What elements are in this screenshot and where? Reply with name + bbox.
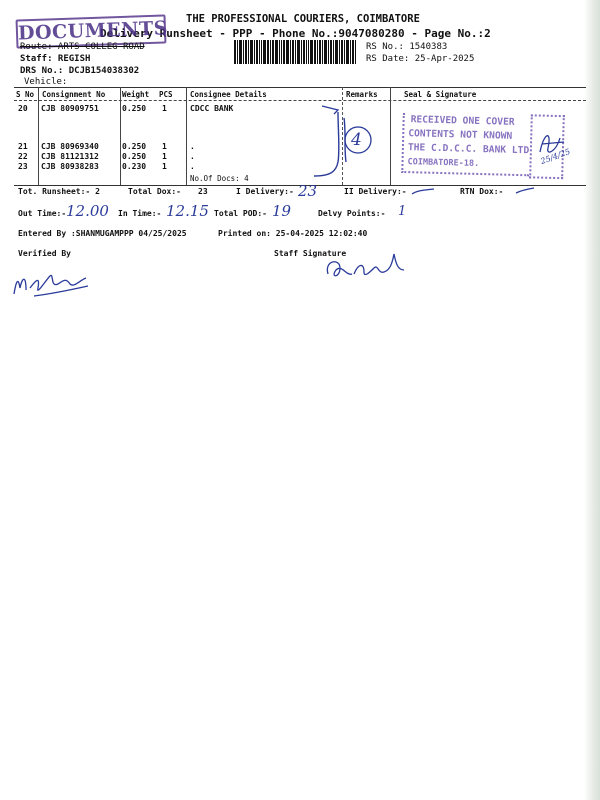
barcode	[234, 40, 356, 64]
col-divider	[186, 87, 187, 185]
no-of-docs: No.Of Docs: 4	[190, 174, 249, 183]
header-weight: Weight	[122, 90, 150, 99]
row-consignment: CJB 80909751	[41, 104, 99, 113]
row-sno: 23	[18, 162, 28, 171]
row-weight: 0.230	[122, 162, 147, 171]
delvy-points-handwritten: 1	[398, 204, 407, 219]
i-delivery-label: I Delivery:-	[236, 187, 294, 196]
handwritten-doc-count: 4	[351, 130, 362, 150]
row-consignee: .	[190, 142, 195, 151]
ii-delivery-label: II Delivery:-	[344, 187, 407, 196]
row-consignee: .	[190, 152, 195, 161]
header-remarks: Remarks	[346, 90, 378, 99]
header-consignee: Consignee Details	[190, 90, 267, 99]
runsheet-title: Delivery Runsheet - PPP - Phone No.:9047080280 - Page No.:2	[100, 27, 491, 40]
staff-signature-label: Staff Signature	[274, 249, 347, 258]
verified-by-signature	[10, 258, 100, 302]
documents-stamp: DOCUMENTS	[16, 14, 167, 48]
page-edge-shadow	[584, 0, 600, 800]
tot-runsheet: Tot. Runsheet:- 2	[18, 187, 100, 196]
route-label: Route: ARTS COLLEG ROAD	[20, 42, 145, 52]
staff-label: Staff: REGISH	[20, 54, 91, 64]
row-consignment: CJB 81121312	[41, 152, 99, 161]
row-pcs: 1	[162, 162, 167, 171]
header-consignment: Consignment No	[42, 90, 106, 99]
header-sno: S No	[16, 90, 35, 99]
delvy-points-label: Delvy Points:-	[318, 209, 386, 218]
printed-on: Printed on: 25-04-2025 12:02:40	[218, 229, 368, 238]
row-pcs: 1	[162, 152, 167, 161]
row-pcs: 1	[162, 104, 167, 113]
total-dox-value: 23	[198, 187, 208, 196]
rs-number: RS No.: 1540383	[366, 42, 448, 52]
row-weight: 0.250	[122, 104, 147, 113]
rtn-dox-dash-mark	[514, 187, 536, 195]
header-pcs: PCS	[159, 90, 173, 99]
rtn-dox-label: RTN Dox:-	[460, 187, 504, 196]
total-dox-label: Total Dox:-	[128, 187, 181, 196]
row-weight: 0.250	[122, 152, 147, 161]
company-title: THE PROFESSIONAL COURIERS, COIMBATORE	[186, 13, 420, 25]
row-sno: 21	[18, 142, 28, 151]
stamp-line: RECEIVED ONE COVER	[410, 114, 515, 128]
stamp-line: CONTENTS NOT KNOWN	[408, 128, 513, 142]
row-consignment: CJB 80938283	[41, 162, 99, 171]
row-consignee: CDCC BANK	[190, 104, 234, 113]
vehicle-label: Vehicle:	[24, 77, 68, 87]
stamp-line: THE C.D.C.C. BANK LTD	[407, 142, 530, 157]
col-divider	[390, 87, 391, 185]
in-time-handwritten: 12.15	[166, 202, 209, 220]
handwritten-bracket-mark	[300, 100, 380, 186]
out-time-handwritten: 12.00	[66, 202, 109, 220]
stamp-handwritten-date: 25/4/25	[539, 146, 572, 167]
total-pod-handwritten: 19	[272, 202, 292, 220]
header-seal: Seal & Signature	[404, 90, 477, 99]
row-pcs: 1	[162, 142, 167, 151]
out-time-label: Out Time:-	[18, 209, 67, 218]
ii-delivery-dash-mark	[410, 188, 436, 196]
col-divider	[120, 87, 121, 185]
verified-by-label: Verified By	[18, 249, 71, 258]
row-sno: 20	[18, 104, 28, 113]
row-consignee: .	[190, 162, 195, 171]
col-divider	[38, 87, 39, 185]
table-top-rule	[14, 87, 586, 88]
staff-signature-mark	[322, 244, 412, 284]
total-pod-label: Total POD:-	[214, 209, 267, 218]
row-weight: 0.250	[122, 142, 147, 151]
rs-date: RS Date: 25-Apr-2025	[366, 54, 475, 64]
row-sno: 22	[18, 152, 28, 161]
i-delivery-handwritten: 23	[298, 182, 318, 200]
stamp-line: COIMBATORE-18.	[407, 157, 480, 169]
row-consignment: CJB 80969340	[41, 142, 99, 151]
entered-by: Entered By :SHANMUGAMPPP 04/25/2025	[18, 229, 187, 238]
drs-number: DRS No.: DCJB154038302	[20, 66, 140, 76]
in-time-label: In Time:-	[118, 209, 162, 218]
